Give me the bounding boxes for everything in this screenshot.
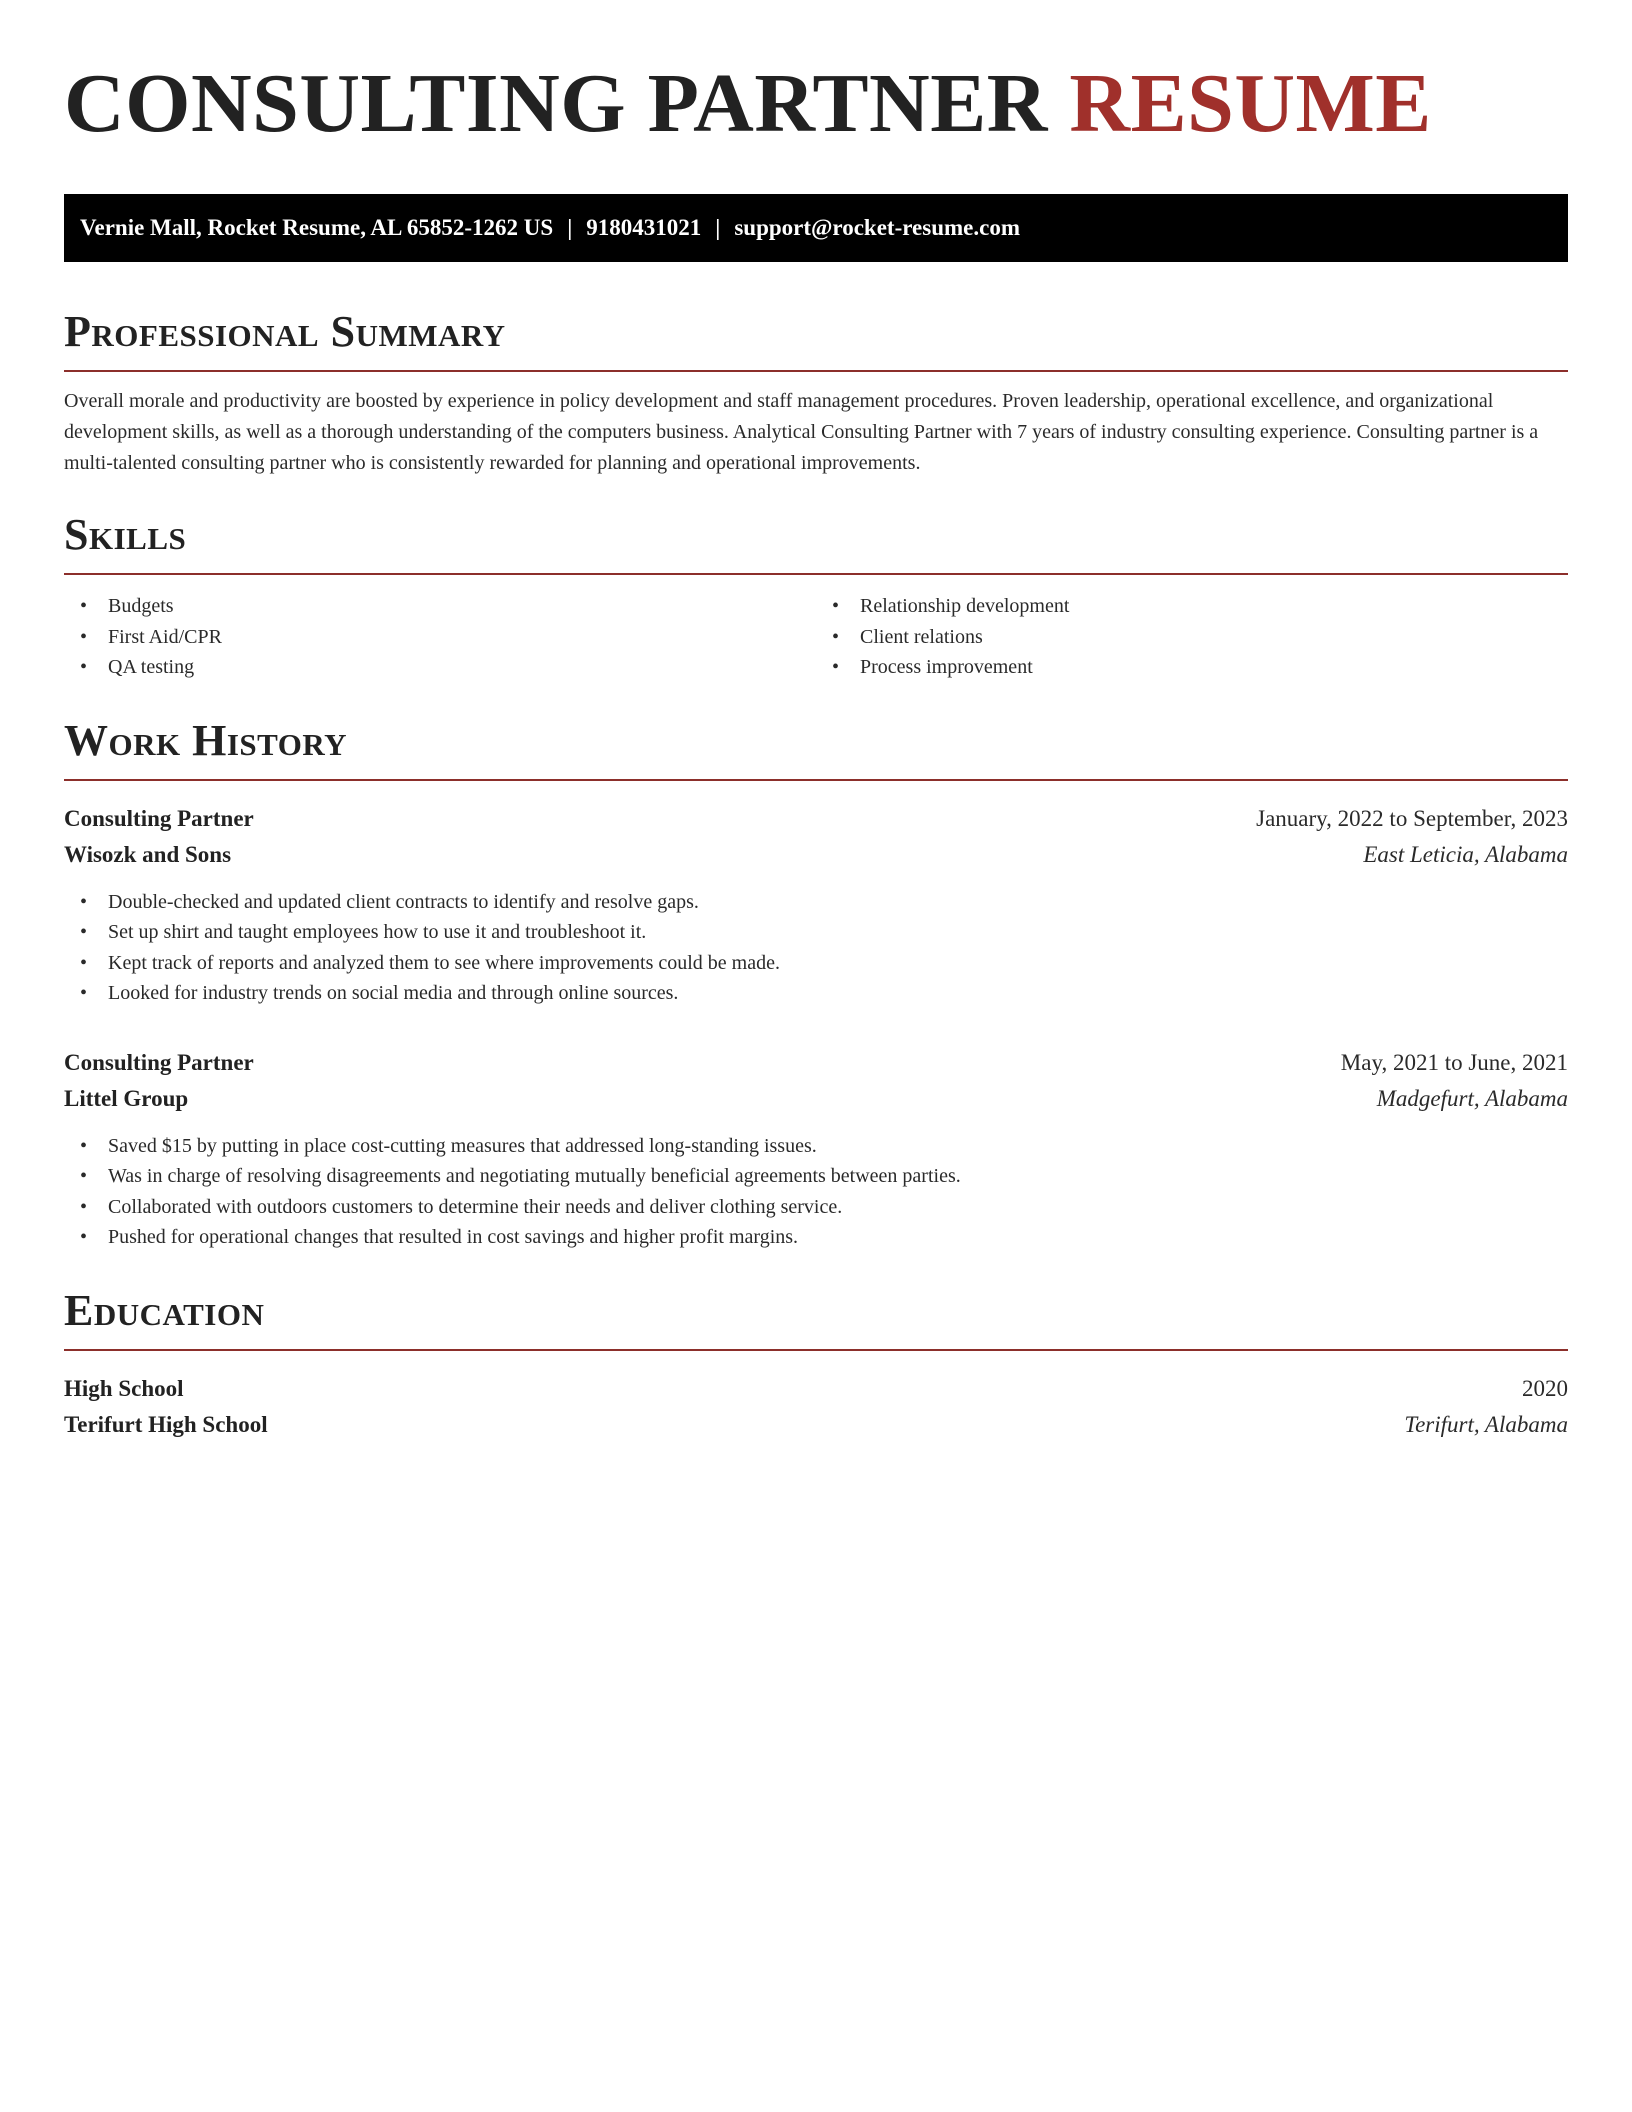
- skill-item: [64, 591, 816, 622]
- bullet-icon: •: [80, 951, 88, 974]
- job-company: Littel Group: [64, 1085, 189, 1111]
- section-divider: [64, 1349, 1568, 1351]
- skill-item: [816, 622, 1568, 653]
- skills-column-left: [64, 591, 816, 683]
- job-header-row: [64, 801, 1568, 837]
- bullet-icon: •: [80, 656, 88, 678]
- skill-label: Client relations: [860, 625, 983, 648]
- bullet-icon: •: [80, 982, 88, 1004]
- job-dates: January, 2022 to September, 2023: [1256, 805, 1568, 831]
- contact-email[interactable]: support@rocket-resume.com: [734, 215, 1020, 240]
- education-location: Terifurt, Alabama: [1404, 1411, 1568, 1437]
- education-degree: High School: [64, 1375, 184, 1401]
- section-heading-summary: Professional Summary: [64, 307, 506, 356]
- bullet-text: Set up shirt and taught employees how to use it and troubleshoot it.: [108, 921, 647, 943]
- list-item: [64, 887, 1568, 918]
- job-entry: [64, 1045, 1568, 1253]
- list-item: [64, 978, 1568, 1009]
- summary-text: Overall morale and productivity are boosted by experience in policy development and staff management procedures. Proven leadership, operational excellence, and organizational development skills, as well as a thorough understanding of the computers business. Analytical Consulting Partner with 7 years of industry consulting experience. Consulting partner is a multi-talented consulting partner who is consistently rewarded for planning and operational improvements.: [64, 390, 1539, 474]
- contact-address: Vernie Mall, Rocket Resume, AL 65852-1262 US: [80, 215, 554, 240]
- bullet-text: Collaborated with outdoors customers to determine their needs and deliver clothing service.: [108, 1195, 843, 1218]
- bullet-text: Saved $15 by putting in place cost-cutting measures that addressed long-standing issues.: [108, 1134, 817, 1157]
- bullet-icon: •: [832, 595, 840, 617]
- bullet-text: Double-checked and updated client contracts to identify and resolve gaps.: [108, 890, 699, 913]
- title-accent: RESUME: [1069, 57, 1432, 150]
- contact-bar: [64, 194, 1568, 262]
- skill-label: QA testing: [108, 656, 195, 678]
- job-entry: [64, 801, 1568, 1009]
- education-school-row: [64, 1407, 1568, 1443]
- bullet-icon: •: [80, 921, 88, 943]
- bullet-text: Kept track of reports and analyzed them to see where improvements could be made.: [108, 951, 780, 974]
- list-item: [64, 948, 1568, 979]
- bullet-icon: •: [80, 1165, 88, 1187]
- skills-grid: [64, 591, 1568, 683]
- list-item: [64, 1131, 1568, 1162]
- bullet-icon: •: [832, 625, 840, 648]
- section-heading-education: Education: [64, 1285, 265, 1335]
- education-year: 2020: [1522, 1375, 1568, 1401]
- list-item: [64, 1222, 1568, 1253]
- section-heading-skills: Skills: [64, 510, 187, 559]
- skill-label: First Aid/CPR: [108, 625, 222, 648]
- bullet-text: Looked for industry trends on social media and through online sources.: [108, 982, 679, 1004]
- skill-item: [64, 622, 816, 653]
- list-item: [64, 917, 1568, 948]
- list-item: [64, 1192, 1568, 1223]
- bullet-icon: •: [80, 1134, 88, 1157]
- skill-label: Process improvement: [860, 656, 1033, 678]
- contact-separator: |: [715, 215, 721, 240]
- education-entry: [64, 1371, 1568, 1443]
- bullet-icon: •: [80, 595, 88, 617]
- job-company-row: [64, 837, 1568, 873]
- job-company-row: [64, 1081, 1568, 1117]
- bullet-icon: •: [80, 625, 88, 648]
- job-title: Consulting Partner: [64, 1049, 254, 1075]
- job-header-row: [64, 1045, 1568, 1081]
- education-header-row: [64, 1371, 1568, 1407]
- section-divider: [64, 370, 1568, 372]
- bullet-icon: •: [80, 890, 88, 913]
- contact-phone[interactable]: 9180431021: [586, 215, 702, 240]
- job-title: Consulting Partner: [64, 805, 254, 831]
- bullet-text: Was in charge of resolving disagreements and negotiating mutually beneficial agreements between parties.: [108, 1165, 961, 1187]
- bullet-text: Pushed for operational changes that resulted in cost savings and higher profit margins.: [108, 1226, 799, 1248]
- bullet-icon: •: [80, 1226, 88, 1248]
- resume-title: [64, 0, 1568, 154]
- skill-item: [816, 591, 1568, 622]
- section-heading-work: Work History: [64, 715, 348, 765]
- contact-separator: |: [567, 215, 573, 240]
- job-location: Madgefurt, Alabama: [1376, 1085, 1568, 1111]
- job-bullets: [64, 887, 1568, 1009]
- job-location: East Leticia, Alabama: [1363, 841, 1568, 867]
- bullet-icon: •: [80, 1195, 88, 1218]
- skill-item: [64, 652, 816, 683]
- section-divider: [64, 573, 1568, 575]
- job-dates: May, 2021 to June, 2021: [1340, 1049, 1568, 1075]
- skill-label: Budgets: [108, 595, 174, 617]
- job-bullets: [64, 1131, 1568, 1253]
- skill-item: [816, 652, 1568, 683]
- title-main: CONSULTING PARTNER: [64, 57, 1048, 150]
- job-company: Wisozk and Sons: [64, 841, 232, 867]
- education-school: Terifurt High School: [64, 1411, 268, 1437]
- list-item: [64, 1161, 1568, 1192]
- skill-label: Relationship development: [860, 595, 1070, 617]
- skills-column-right: [816, 591, 1568, 683]
- section-divider: [64, 779, 1568, 781]
- bullet-icon: •: [832, 656, 840, 678]
